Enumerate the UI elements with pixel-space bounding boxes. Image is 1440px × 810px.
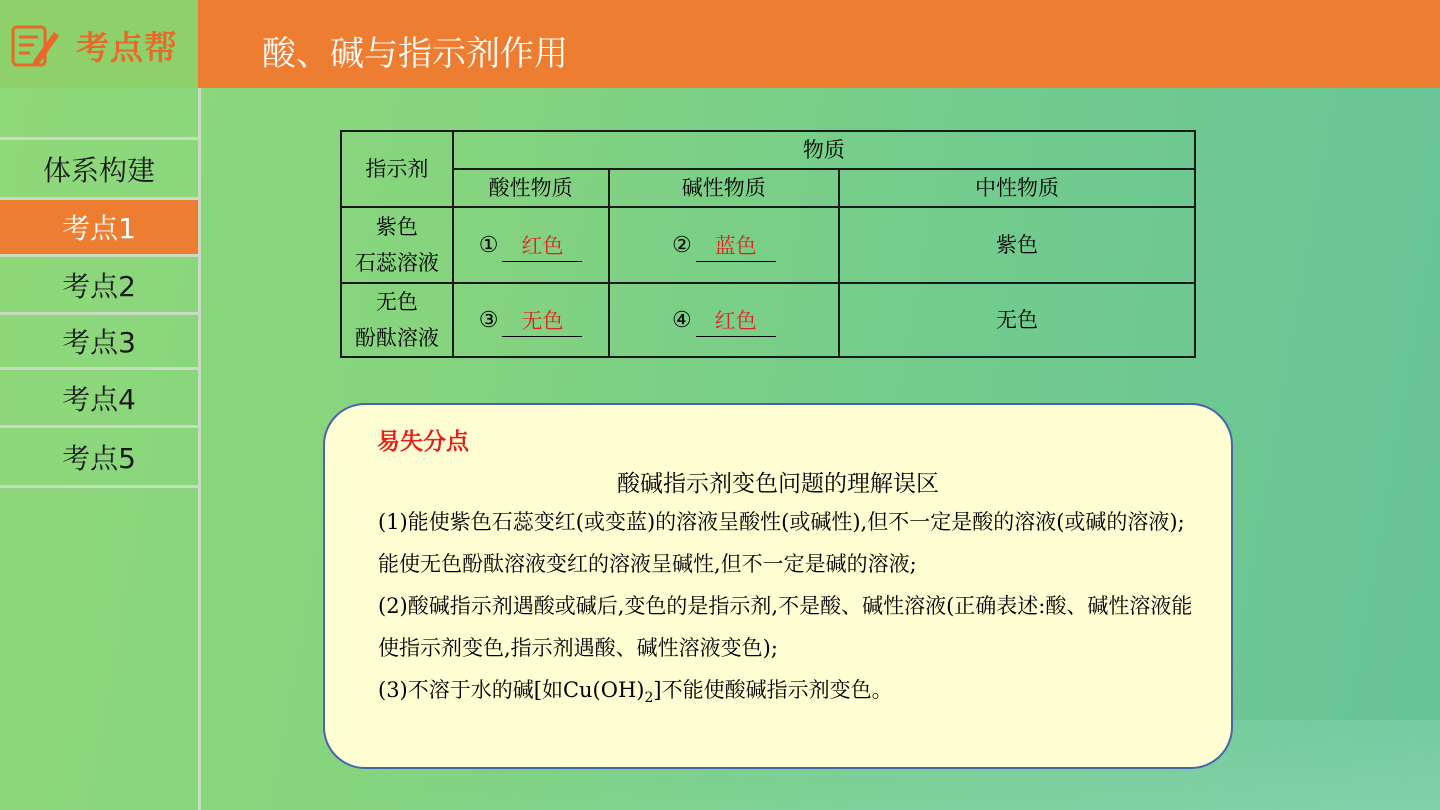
sidebar-item-overview[interactable] xyxy=(0,140,198,200)
indicator-table xyxy=(340,130,1196,358)
indicator-name: 石蕊溶液 xyxy=(354,251,439,275)
note-text: (3)不溶于水的碱[如Cu(OH) xyxy=(378,678,645,702)
logo xyxy=(0,0,198,88)
answer-number: ② xyxy=(671,232,692,258)
neutral-cell: 紫色 xyxy=(839,207,1195,283)
answer-cell xyxy=(609,283,840,357)
header-neutral: 中性物质 xyxy=(839,169,1195,207)
note-text: ]不能使酸碱指示剂变色。 xyxy=(653,678,893,702)
sidebar-item-label: 考点5 xyxy=(62,441,136,475)
sidebar-item-label: 考点4 xyxy=(62,382,136,416)
note-subscript: 2 xyxy=(644,690,654,707)
note-paragraph: (1)能使紫色石蕊变红(或变蓝)的溶液呈酸性(或碱性),但不一定是酸的溶液(或碱的溶液);能使无色酚酞溶液变红的溶液呈碱性,但不一定是碱的溶液; xyxy=(378,510,1185,576)
header-acidic: 酸性物质 xyxy=(453,169,609,207)
note-box xyxy=(323,403,1233,769)
answer-blank: 蓝色 xyxy=(696,231,776,262)
indicator-cell xyxy=(341,207,453,283)
header-substance: 物质 xyxy=(453,131,1195,169)
sidebar-item-label: 考点1 xyxy=(62,212,136,245)
answer-number: ③ xyxy=(478,307,499,333)
sidebar-item-label: 考点3 xyxy=(62,326,136,359)
sidebar-border xyxy=(198,88,201,810)
sidebar-item-topic-4[interactable] xyxy=(0,370,198,428)
sidebar-item-label: 体系构建 xyxy=(42,153,155,187)
neutral-cell: 无色 xyxy=(839,283,1195,357)
indicator-name: 无色 xyxy=(375,290,418,314)
note-subtitle: 酸碱指示剂变色问题的理解误区 xyxy=(617,471,939,497)
indicator-name: 紫色 xyxy=(375,215,418,239)
answer-cell xyxy=(453,283,609,357)
answer-blank: 红色 xyxy=(696,306,776,337)
answer-cell xyxy=(609,207,840,283)
header-basic: 碱性物质 xyxy=(609,169,840,207)
note-title: 易失分点 xyxy=(377,429,469,455)
indicator-name: 酚酞溶液 xyxy=(354,326,439,350)
notepad-pencil-icon xyxy=(10,22,62,70)
page-title: 酸、碱与指示剂作用 xyxy=(262,34,568,74)
answer-number: ④ xyxy=(671,307,692,333)
header-bar xyxy=(0,0,1440,88)
sidebar-item-label: 考点2 xyxy=(62,269,136,303)
header-indicator: 指示剂 xyxy=(341,131,453,207)
sidebar-item-topic-1[interactable] xyxy=(0,200,198,257)
table-row xyxy=(341,207,1195,283)
note-paragraph xyxy=(378,669,1198,719)
sidebar-item-topic-5[interactable] xyxy=(0,428,198,488)
note-paragraph: (2)酸碱指示剂遇酸或碱后,变色的是指示剂,不是酸、碱性溶液(正确表述:酸、碱性溶液能使指示剂变色,指示剂遇酸、碱性溶液变色); xyxy=(378,594,1193,660)
note-body xyxy=(378,501,1198,719)
answer-blank: 无色 xyxy=(502,306,582,337)
answer-number: ① xyxy=(478,232,499,258)
logo-text: 考点帮 xyxy=(76,28,178,67)
table-row xyxy=(341,283,1195,357)
answer-blank: 红色 xyxy=(502,231,582,262)
sidebar-item-topic-3[interactable] xyxy=(0,315,198,370)
indicator-cell xyxy=(341,283,453,357)
answer-cell xyxy=(453,207,609,283)
sidebar-item-topic-2[interactable] xyxy=(0,257,198,315)
